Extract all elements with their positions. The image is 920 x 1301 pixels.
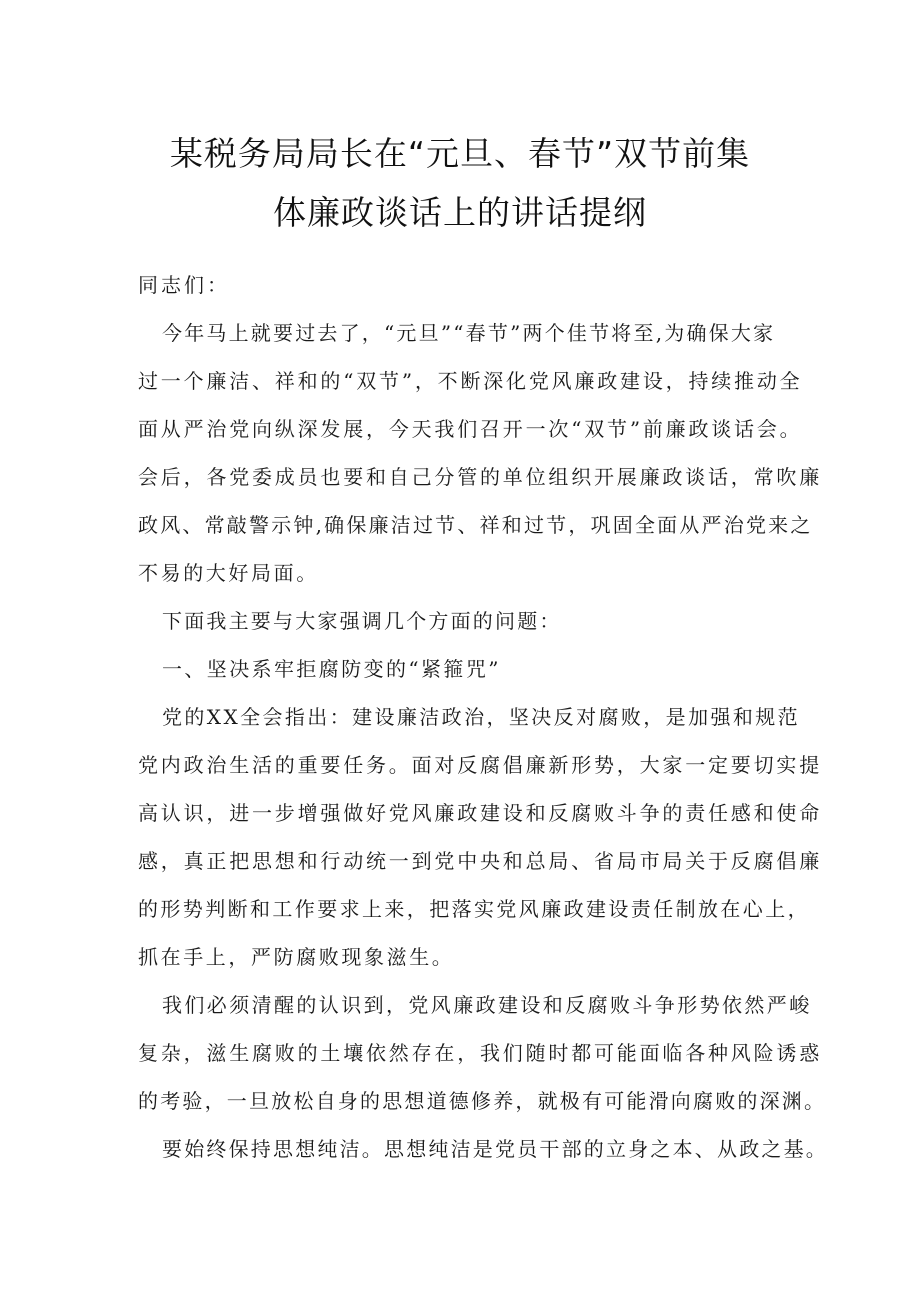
body-line-12: 感，真正把思想和行动统一到党中央和总局、省局市局关于反腐倡廉 xyxy=(138,849,822,873)
section-heading-1: 一、坚决系牢拒腐防变的“紧箍咒” xyxy=(162,657,501,681)
body-line-9: 党的XX全会指出：建设廉洁政治，坚决反对腐败，是加强和规范 xyxy=(162,705,801,729)
body-line-6: 不易的大好局面。 xyxy=(138,561,319,585)
body-line-2: 过一个廉洁、祥和的“双节”，不断深化党风廉政建设，持续推动全 xyxy=(138,369,803,393)
body-line-16: 复杂，滋生腐败的土壤依然存在，我们随时都可能面临各种风险诱惑 xyxy=(138,1041,822,1065)
body-line-7: 下面我主要与大家强调几个方面的问题： xyxy=(162,609,562,633)
body-line-3: 面从严治党向纵深发展，今天我们召开一次“双节”前廉政谈话会。 xyxy=(138,417,803,441)
body-line-13: 的形势判断和工作要求上来，把落实党风廉政建设责任制放在心上， xyxy=(138,897,810,921)
body-line-18: 要始终保持思想纯洁。思想纯洁是党员干部的立身之本、从政之基。 xyxy=(162,1137,828,1161)
body-line-4: 会后，各党委成员也要和自己分管的单位组织开展廉政谈话，常吹廉 xyxy=(138,465,822,489)
body-line-5: 政风、常敲警示钟,确保廉洁过节、祥和过节，巩固全面从严治党来之 xyxy=(138,513,813,537)
body-line-11: 高认识，进一步增强做好党风廉政建设和反腐败斗争的责任感和使命 xyxy=(138,801,822,825)
document-title-line-1: 某税务局局长在“元旦、春节”双节前集 xyxy=(169,134,751,173)
body-line-1: 今年马上就要过去了，“元旦”“春节”两个佳节将至,为确保大家 xyxy=(162,321,776,345)
body-line-10: 党内政治生活的重要任务。面对反腐倡廉新形势，大家一定要切实提 xyxy=(138,753,822,777)
body-line-17: 的考验，一旦放松自身的思想道德修养，就极有可能滑向腐败的深渊。 xyxy=(138,1089,827,1113)
body-line-14: 抓在手上，严防腐败现象滋生。 xyxy=(138,945,455,969)
salutation: 同志们： xyxy=(138,273,230,297)
document-title-line-2: 体廉政谈话上的讲话提纲 xyxy=(273,193,647,232)
body-line-15: 我们必须清醒的认识到，党风廉政建设和反腐败斗争形势依然严峻 xyxy=(162,993,812,1017)
